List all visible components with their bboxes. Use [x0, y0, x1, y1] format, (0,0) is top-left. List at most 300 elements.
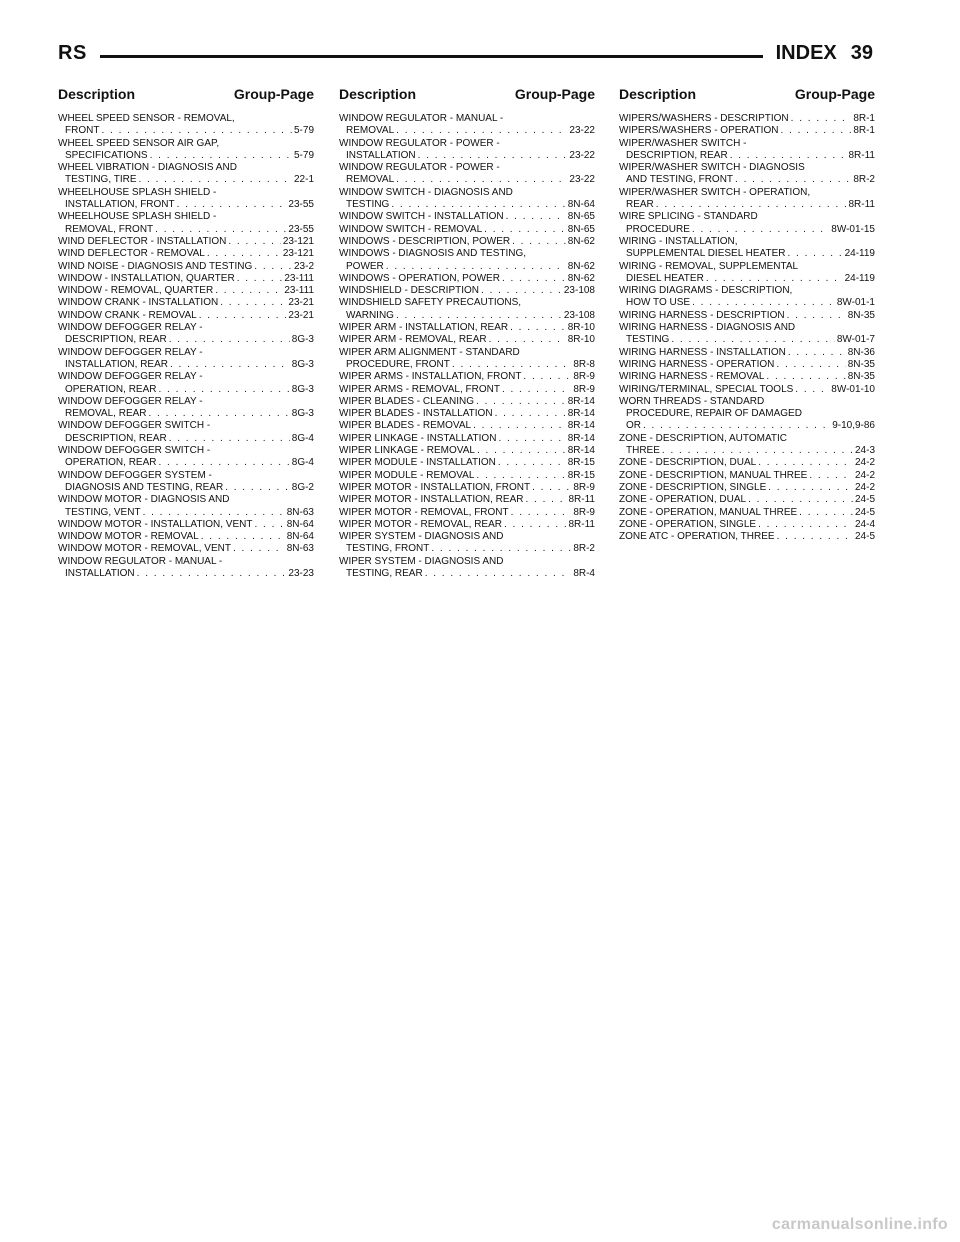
- entry-description-line: WINDOW DEFOGGER SWITCH -: [58, 420, 211, 432]
- dot-leader: [220, 297, 286, 309]
- dot-leader: [766, 371, 845, 383]
- entry-leader-line: [619, 519, 875, 531]
- index-entry: [339, 433, 595, 445]
- entry-group-page: 8W-01-7: [836, 334, 875, 346]
- dot-leader: [150, 150, 292, 162]
- entry-leader-line: [339, 457, 595, 469]
- entry-description: TESTING, TIRE: [65, 174, 137, 186]
- index-entry: [619, 519, 875, 531]
- entry-description: ZONE - OPERATION, DUAL: [619, 494, 747, 506]
- entry-leader-line: [339, 519, 595, 531]
- entry-description: DIESEL HEATER: [626, 272, 704, 284]
- entry-description: WIND DEFLECTOR - REMOVAL: [58, 248, 205, 260]
- entry-leader-line: [339, 543, 595, 555]
- entry-group-page: 8R-10: [567, 334, 595, 346]
- entry-leader-line: [58, 457, 314, 469]
- page-number: 39: [850, 42, 873, 64]
- dot-leader: [495, 408, 566, 420]
- index-entry: [619, 359, 875, 371]
- dot-leader: [776, 359, 845, 371]
- index-entry: [339, 457, 595, 469]
- entry-leader-line: [619, 457, 875, 469]
- section-code: RS: [58, 42, 87, 64]
- entry-group-page: 8R-9: [573, 506, 595, 518]
- index-entry: [339, 297, 595, 322]
- index-entry: [619, 371, 875, 383]
- entry-description: WIPER LINKAGE - INSTALLATION: [339, 432, 497, 444]
- entry-description: WINDOW CRANK - INSTALLATION: [58, 297, 219, 309]
- entry-description-line: WIRE SPLICING - STANDARD: [619, 211, 758, 223]
- entry-leader-line: [339, 310, 595, 322]
- entry-description: WIND NOISE - DIAGNOSIS AND TESTING: [58, 260, 253, 272]
- entry-description: INSTALLATION, REAR: [65, 358, 168, 370]
- index-entry: [339, 507, 595, 519]
- entry-leader-line: [58, 384, 314, 396]
- entry-leader-line: [339, 199, 595, 211]
- entry-description-line: WINDOW REGULATOR - POWER -: [339, 137, 500, 149]
- dot-leader: [523, 371, 571, 383]
- entry-group-page: 8R-9: [573, 481, 595, 493]
- entry-description: WINDOWS - OPERATION, POWER: [339, 272, 500, 284]
- index-entry: [619, 211, 875, 236]
- entry-leader-line: [619, 310, 875, 322]
- entry-group-page: 8R-14: [567, 445, 595, 457]
- entry-group-page: 24-119: [844, 272, 875, 284]
- index-entry: [58, 347, 314, 372]
- entry-description: WIPERS/WASHERS - DESCRIPTION: [619, 113, 789, 124]
- entry-group-page: 23-108: [563, 309, 595, 321]
- entry-leader-line: [58, 261, 314, 273]
- entry-description: WIPER ARMS - INSTALLATION, FRONT: [339, 371, 522, 383]
- entry-description-line: WIRING HARNESS - DIAGNOSIS AND: [619, 322, 796, 334]
- entry-description-line: WINDOW DEFOGGER RELAY -: [58, 346, 203, 358]
- index-entry: [339, 371, 595, 383]
- entry-leader-line: [58, 482, 314, 494]
- entry-group-page: 8N-62: [567, 272, 595, 284]
- entry-description: ZONE ATC - OPERATION, THREE: [619, 531, 775, 543]
- index-entry: [619, 494, 875, 506]
- entry-group-page: 24-5: [854, 494, 875, 506]
- index-entry: [339, 322, 595, 334]
- entry-leader-line: [339, 396, 595, 408]
- entry-description: OPERATION, REAR: [65, 383, 157, 395]
- entry-description-line: WINDOW DEFOGGER RELAY -: [58, 322, 203, 334]
- entry-description: WIPER ARMS - REMOVAL, FRONT: [339, 383, 500, 395]
- dot-leader: [169, 433, 290, 445]
- entry-description: TESTING, FRONT: [346, 543, 430, 555]
- index-entry: [619, 138, 875, 163]
- entry-leader-line: [339, 408, 595, 420]
- entry-description: REAR: [626, 199, 654, 211]
- entry-description: WINDOW - INSTALLATION, QUARTER: [58, 272, 235, 284]
- entry-group-page: 8R-4: [573, 567, 595, 579]
- entry-leader-line: [339, 224, 595, 236]
- entry-description: WIPER MODULE - REMOVAL: [339, 469, 475, 481]
- entry-group-page: 8R-15: [567, 469, 595, 481]
- group-page-heading: Group-Page: [233, 86, 314, 102]
- entry-description: ZONE - DESCRIPTION, DUAL: [619, 457, 757, 469]
- dot-leader: [748, 494, 853, 506]
- dot-leader: [735, 174, 851, 186]
- entry-description: WINDOW - REMOVAL, QUARTER: [58, 285, 214, 297]
- entry-group-page: 8N-35: [847, 358, 875, 370]
- dot-leader: [396, 125, 567, 137]
- entry-description-line: WINDOW DEFOGGER SYSTEM -: [58, 469, 212, 481]
- entry-group-page: 22-1: [293, 174, 314, 186]
- dot-leader: [159, 457, 290, 469]
- entry-description: WARNING: [346, 309, 394, 321]
- index-title: INDEX: [775, 42, 837, 64]
- entry-leader-line: [58, 236, 314, 248]
- column-header: [339, 86, 595, 102]
- entry-leader-line: [619, 371, 875, 383]
- entry-leader-line: [619, 248, 875, 260]
- entry-group-page: 8R-1: [853, 113, 875, 124]
- entry-description: PROCEDURE: [626, 223, 690, 235]
- index-entry: [339, 531, 595, 556]
- dot-leader: [159, 384, 290, 396]
- entry-leader-line: [339, 482, 595, 494]
- entry-leader-line: [339, 334, 595, 346]
- entry-group-page: 8G-4: [291, 432, 314, 444]
- index-entry: [619, 285, 875, 310]
- entry-description: TESTING, VENT: [65, 506, 141, 518]
- dot-leader: [484, 224, 566, 236]
- entry-description: WIND DEFLECTOR - INSTALLATION: [58, 235, 227, 247]
- dot-leader: [799, 507, 853, 519]
- index-entry: [339, 347, 595, 372]
- dot-leader: [787, 310, 846, 322]
- entry-description: WIRING HARNESS - OPERATION: [619, 358, 775, 370]
- entry-description: WINDOW MOTOR - REMOVAL: [58, 531, 199, 543]
- index-entry: [619, 396, 875, 433]
- entry-leader-line: [58, 199, 314, 211]
- index-entry: [58, 211, 314, 236]
- page-header: [58, 42, 873, 72]
- entry-description-line: WIPER ARM ALIGNMENT - STANDARD: [339, 346, 520, 358]
- entry-leader-line: [58, 408, 314, 420]
- dot-leader: [228, 236, 281, 248]
- entry-group-page: 8R-2: [853, 174, 875, 186]
- entry-leader-line: [58, 297, 314, 309]
- index-entry: [58, 236, 314, 248]
- entry-group-page: 23-23: [288, 567, 314, 579]
- entry-description: SPECIFICATIONS: [65, 149, 148, 161]
- entry-group-page: 8R-8: [573, 358, 595, 370]
- entry-description: WINDOW CRANK - REMOVAL: [58, 309, 197, 321]
- index-entry: [58, 445, 314, 470]
- entry-leader-line: [619, 482, 875, 494]
- dot-leader: [386, 261, 566, 273]
- entry-description-line: WHEELHOUSE SPLASH SHIELD -: [58, 211, 217, 223]
- entry-description: WINDOW SWITCH - INSTALLATION: [339, 211, 504, 223]
- entry-description: WIPERS/WASHERS - OPERATION: [619, 125, 779, 137]
- index-entry: [58, 420, 314, 445]
- entry-leader-line: [339, 359, 595, 371]
- entry-group-page: 8N-64: [286, 518, 314, 530]
- entry-leader-line: [339, 568, 595, 580]
- entry-description: PROCEDURE, FRONT: [346, 358, 450, 370]
- entry-group-page: 8R-2: [573, 543, 595, 555]
- entry-group-page: 23-22: [569, 174, 595, 186]
- index-entry: [619, 433, 875, 458]
- entry-description: WIPER BLADES - REMOVAL: [339, 420, 472, 432]
- entry-group-page: 8R-14: [567, 408, 595, 420]
- entry-group-page: 8N-65: [567, 211, 595, 223]
- entry-leader-line: [58, 507, 314, 519]
- entry-group-page: 8R-9: [573, 383, 595, 395]
- entry-leader-line: [619, 384, 875, 396]
- entry-group-page: 24-2: [854, 457, 875, 469]
- index-column-3: [619, 86, 875, 543]
- entry-group-page: 24-4: [854, 518, 875, 530]
- entry-description: ZONE - DESCRIPTION, MANUAL THREE: [619, 469, 808, 481]
- dot-leader: [525, 494, 566, 506]
- entry-leader-line: [58, 285, 314, 297]
- dot-leader: [477, 445, 566, 457]
- entry-group-page: 8R-9: [573, 371, 595, 383]
- entry-group-page: 24-2: [854, 469, 875, 481]
- dot-leader: [177, 199, 287, 211]
- entry-description-line: WIPER/WASHER SWITCH -: [619, 137, 747, 149]
- dot-leader: [169, 334, 290, 346]
- entry-group-page: 23-21: [288, 309, 314, 321]
- entry-description: WIPER BLADES - CLEANING: [339, 395, 475, 407]
- entry-group-page: 8N-35: [847, 309, 875, 321]
- dot-leader: [791, 113, 852, 125]
- entry-leader-line: [339, 236, 595, 248]
- entry-description: WIPER ARM - REMOVAL, REAR: [339, 334, 487, 346]
- dot-leader: [795, 384, 829, 396]
- dot-leader: [201, 531, 285, 543]
- dot-leader: [137, 568, 287, 580]
- index-entry: [339, 162, 595, 187]
- entry-group-page: 5-79: [293, 125, 314, 137]
- entry-leader-line: [619, 347, 875, 359]
- entry-description: WIPER LINKAGE - REMOVAL: [339, 445, 475, 457]
- entry-description: REMOVAL: [346, 125, 395, 137]
- index-entry: [339, 273, 595, 285]
- entry-leader-line: [339, 322, 595, 334]
- dot-leader: [481, 285, 562, 297]
- entry-description: WIPER MOTOR - INSTALLATION, FRONT: [339, 481, 531, 493]
- index-entry: [58, 162, 314, 187]
- entry-leader-line: [619, 359, 875, 371]
- index-entry: [619, 482, 875, 494]
- entry-leader-line: [339, 273, 595, 285]
- entry-leader-line: [58, 568, 314, 580]
- dot-leader: [502, 273, 566, 285]
- index-entry: [339, 470, 595, 482]
- dot-leader: [504, 519, 567, 531]
- column-header: [619, 86, 875, 102]
- dot-leader: [758, 519, 853, 531]
- entry-leader-line: [619, 113, 875, 125]
- dot-leader: [512, 236, 566, 248]
- entry-description: WINDOW MOTOR - INSTALLATION, VENT: [58, 518, 253, 530]
- header-title-group: [776, 42, 873, 65]
- entry-leader-line: [58, 310, 314, 322]
- entry-leader-line: [619, 150, 875, 162]
- entry-leader-line: [619, 273, 875, 285]
- dot-leader: [656, 199, 847, 211]
- dot-leader: [671, 334, 834, 346]
- entry-description: WINDSHIELD - DESCRIPTION: [339, 285, 480, 297]
- entry-leader-line: [58, 359, 314, 371]
- entry-group-page: 8N-63: [286, 543, 314, 555]
- group-page-heading: Group-Page: [794, 86, 875, 102]
- entry-description: TESTING: [626, 334, 670, 346]
- entry-leader-line: [58, 248, 314, 260]
- dot-leader: [777, 531, 853, 543]
- dot-leader: [502, 384, 571, 396]
- entry-group-page: 24-2: [854, 481, 875, 493]
- index-entry: [339, 236, 595, 248]
- dot-leader: [532, 482, 571, 494]
- dot-leader: [511, 507, 572, 519]
- entry-group-page: 8N-35: [847, 371, 875, 383]
- entry-description: SUPPLEMENTAL DIESEL HEATER: [626, 248, 786, 260]
- entry-group-page: 8R-1: [853, 125, 875, 137]
- dot-leader: [788, 347, 846, 359]
- index-entry: [619, 470, 875, 482]
- dot-leader: [452, 359, 571, 371]
- entry-group-page: 23-111: [284, 285, 314, 297]
- watermark: carmanualsonline.info: [771, 1216, 948, 1233]
- entry-leader-line: [619, 174, 875, 186]
- entry-group-page: 8N-62: [567, 235, 595, 247]
- entry-description: INSTALLATION: [65, 567, 135, 579]
- entry-group-page: 24-3: [854, 445, 875, 457]
- entry-group-page: 8N-62: [567, 260, 595, 272]
- entry-description-line: WINDOW DEFOGGER RELAY -: [58, 395, 203, 407]
- entry-group-page: 8W-01-15: [831, 223, 875, 235]
- entry-description-line: PROCEDURE, REPAIR OF DAMAGED: [626, 408, 802, 420]
- entry-group-page: 8G-3: [291, 334, 314, 346]
- entry-leader-line: [339, 384, 595, 396]
- entry-description: REMOVAL, REAR: [65, 408, 147, 420]
- entry-leader-line: [339, 507, 595, 519]
- entry-group-page: 23-121: [282, 248, 314, 260]
- dot-leader: [254, 261, 292, 273]
- entry-leader-line: [619, 224, 875, 236]
- entry-group-page: 24-5: [854, 531, 875, 543]
- index-entry: [339, 556, 595, 581]
- entry-description-line: WINDOW SWITCH - DIAGNOSIS AND: [339, 186, 513, 198]
- entry-leader-line: [619, 125, 875, 137]
- entry-leader-line: [619, 297, 875, 309]
- index-entry: [58, 285, 314, 297]
- dot-leader: [510, 322, 566, 334]
- dot-leader: [476, 396, 566, 408]
- entry-description-line: WHEEL SPEED SENSOR - REMOVAL,: [58, 113, 235, 124]
- index-entry: [58, 543, 314, 555]
- entry-group-page: 8N-36: [847, 346, 875, 358]
- entry-description: DESCRIPTION, REAR: [626, 149, 728, 161]
- entry-description: HOW TO USE: [626, 297, 691, 309]
- entry-description-line: WHEEL VIBRATION - DIAGNOSIS AND: [58, 162, 237, 174]
- index-entry: [58, 273, 314, 285]
- dot-leader: [155, 224, 286, 236]
- dot-leader: [237, 273, 283, 285]
- entry-leader-line: [339, 371, 595, 383]
- dot-leader: [758, 457, 853, 469]
- dot-leader: [780, 125, 851, 137]
- entry-description: OR: [626, 420, 641, 432]
- index-entry: [339, 113, 595, 138]
- entry-description-line: WINDOW REGULATOR - MANUAL -: [339, 113, 504, 124]
- index-entry: [619, 347, 875, 359]
- entry-leader-line: [339, 285, 595, 297]
- dot-leader: [498, 457, 566, 469]
- dot-leader: [418, 150, 568, 162]
- index-entry: [339, 285, 595, 297]
- dot-leader: [425, 568, 572, 580]
- entry-description: DESCRIPTION, REAR: [65, 432, 167, 444]
- entry-leader-line: [58, 174, 314, 186]
- index-entry: [619, 384, 875, 396]
- dot-leader: [692, 297, 835, 309]
- entry-leader-line: [619, 470, 875, 482]
- entry-description: ZONE - OPERATION, MANUAL THREE: [619, 506, 798, 518]
- entry-description: ZONE - DESCRIPTION, SINGLE: [619, 481, 767, 493]
- entry-leader-line: [339, 150, 595, 162]
- entry-description: WIRING HARNESS - DESCRIPTION: [619, 309, 785, 321]
- entry-description: DIAGNOSIS AND TESTING, REAR: [65, 481, 224, 493]
- entry-description-line: WINDOW DEFOGGER SWITCH -: [58, 445, 211, 457]
- entry-leader-line: [339, 494, 595, 506]
- entry-leader-line: [58, 433, 314, 445]
- group-page-heading: Group-Page: [514, 86, 595, 102]
- entry-description: WINDOWS - DESCRIPTION, POWER: [339, 235, 511, 247]
- entry-description: OPERATION, REAR: [65, 457, 157, 469]
- entry-group-page: 23-21: [288, 297, 314, 309]
- entry-group-page: 8N-65: [567, 223, 595, 235]
- index-entry: [58, 113, 314, 138]
- dot-leader: [730, 150, 847, 162]
- entry-description: INSTALLATION: [346, 149, 416, 161]
- entry-leader-line: [339, 433, 595, 445]
- entry-group-page: 8G-4: [291, 457, 314, 469]
- index-entry: [339, 482, 595, 494]
- dot-leader: [498, 433, 565, 445]
- entry-description: WIPER MOTOR - REMOVAL, FRONT: [339, 506, 509, 518]
- entry-group-page: 23-22: [569, 149, 595, 161]
- dot-leader: [215, 285, 282, 297]
- entry-description-line: WIPER SYSTEM - DIAGNOSIS AND: [339, 531, 504, 543]
- entry-group-page: 8W-01-10: [831, 383, 875, 395]
- entry-group-page: 8G-3: [291, 408, 314, 420]
- entry-leader-line: [339, 470, 595, 482]
- entry-description: WIPER MOTOR - REMOVAL, REAR: [339, 518, 502, 530]
- entry-group-page: 23-22: [569, 125, 595, 137]
- entry-group-page: 8R-11: [568, 518, 595, 530]
- dot-leader: [199, 310, 287, 322]
- entry-description-line: ZONE - DESCRIPTION, AUTOMATIC: [619, 432, 787, 444]
- index-entry: [619, 261, 875, 286]
- index-entry: [58, 519, 314, 531]
- entry-description-line: WIRING - INSTALLATION,: [619, 235, 738, 247]
- entry-leader-line: [339, 211, 595, 223]
- entry-description: THREE: [626, 445, 660, 457]
- dot-leader: [692, 224, 829, 236]
- entry-description-line: WINDOW DEFOGGER RELAY -: [58, 371, 203, 383]
- entry-leader-line: [58, 519, 314, 531]
- entry-leader-line: [58, 531, 314, 543]
- dot-leader: [476, 470, 565, 482]
- entry-group-page: 9-10,9-86: [832, 420, 875, 432]
- index-entry: [619, 322, 875, 347]
